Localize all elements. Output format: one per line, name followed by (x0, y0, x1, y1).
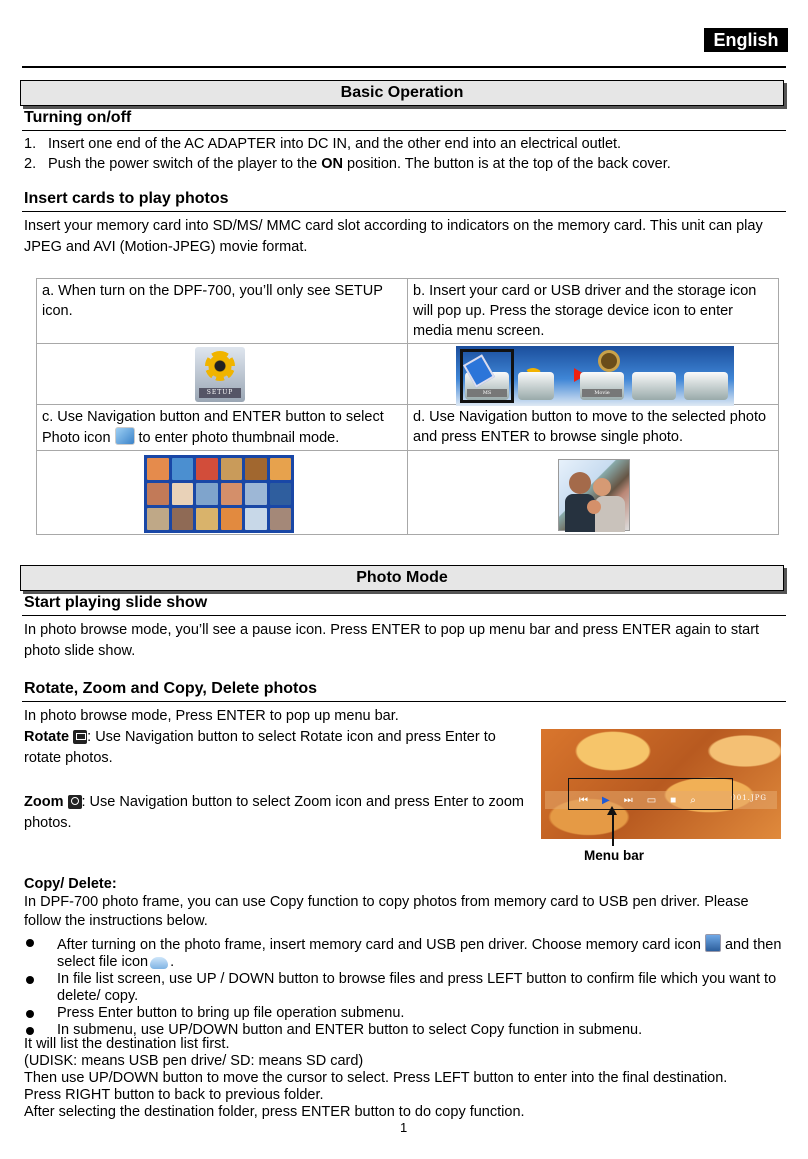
copy-delete-heading: Copy/ Delete: (24, 876, 117, 892)
cell-b: b. Insert your card or USB driver and the storage icon will pop up. Press the storage device icon to enter media menu screen. (408, 279, 779, 344)
rotate-icon (73, 730, 87, 744)
movie-icon: Movie (580, 372, 624, 400)
memory-card-icon (705, 934, 721, 952)
thumbnail (245, 483, 267, 505)
insert-cards-body: Insert your memory card into SD/MS/ MMC card slot according to indicators on the memory card. This unit can play JPEG and AVI (Motion-JPEG) movie format. (24, 218, 763, 255)
bullet-item: In submenu, use UP/DOWN button and ENTER button to select Copy function in submenu. (24, 1022, 788, 1039)
zoom-icon (68, 795, 82, 809)
cell-single-photo-image (408, 451, 779, 535)
rotate-description: Rotate : Use Navigation button to select Rotate icon and press Enter to rotate photos. (24, 729, 496, 766)
menu-bar-caption: Menu bar (584, 848, 645, 863)
turning-on-steps (24, 134, 788, 174)
heading-rule (22, 130, 786, 131)
setup-icon (195, 347, 245, 402)
heading-rule (22, 615, 786, 616)
thumbnail (196, 483, 218, 505)
thumbnail (147, 458, 169, 480)
photo-storage-icon (632, 372, 676, 400)
thumbnail (221, 483, 243, 505)
heading-slide-show: Start playing slide show (24, 594, 208, 611)
film-reel-icon (598, 350, 620, 372)
steps-table (36, 278, 779, 535)
heading-turning-on-off: Turning on/off (24, 109, 132, 126)
detail-line: (UDISK: means USB pen drive/ SD: means SD card) (24, 1053, 364, 1069)
bullet-item: After turning on the photo frame, insert memory card and USB pen driver. Choose memory card icon and then select file icon . (24, 934, 788, 971)
music-storage-icon (684, 372, 728, 400)
thumbnail (172, 458, 194, 480)
step-item: 1. Insert one end of the AC ADAPTER into DC IN, and the other end into an electrical outlet. (24, 136, 622, 152)
copy-delete-bullets (24, 934, 788, 1039)
header-rule (22, 66, 786, 68)
cell-storage-image (408, 344, 779, 405)
thumbnail (270, 508, 292, 530)
thumbnail (245, 508, 267, 530)
thumbnail (270, 458, 292, 480)
setup-base-icon (518, 372, 554, 400)
thumbnail (172, 483, 194, 505)
thumbnail (196, 508, 218, 530)
heading-rule (22, 701, 786, 702)
thumbnail (147, 508, 169, 530)
section-title-photo-mode: Photo Mode (20, 565, 784, 591)
cell-c: c. Use Navigation button and ENTER button to select Photo icon to enter photo thumbnail mode. (37, 405, 408, 451)
bullet-item: Press Enter button to bring up file operation submenu. (24, 1005, 788, 1022)
single-photo (558, 459, 630, 531)
setup-label: SETUP (199, 388, 241, 398)
cell-d: d. Use Navigation button to move to the selected photo and press ENTER to browse single photo. (408, 405, 779, 451)
cell-setup-image (37, 344, 408, 405)
detail-line: After selecting the destination folder, press ENTER button to do copy function. (24, 1104, 525, 1120)
heading-rotate-zoom: Rotate, Zoom and Copy, Delete photos (24, 680, 318, 697)
copy-delete-details (24, 1036, 788, 1121)
memory-card-icon: MS (465, 372, 509, 400)
copy-delete-intro: In DPF-700 photo frame, you can use Copy function to copy photos from memory card to USB pen driver. Please follow the instructions below. (24, 894, 749, 929)
pointer-arrow-icon (607, 806, 617, 815)
menu-bar-highlight (568, 778, 733, 810)
file-icon (150, 957, 168, 969)
thumbnail (245, 458, 267, 480)
heading-insert-cards: Insert cards to play photos (24, 190, 229, 207)
previous-icon: ⏮ (579, 794, 588, 806)
menu-bar-preview (541, 729, 781, 839)
thumbnail (147, 483, 169, 505)
detail-line: Press RIGHT button to back to previous folder. (24, 1087, 324, 1103)
detail-line: Then use UP/DOWN button to move the cursor to select. Press LEFT button to enter into the final destination. (24, 1070, 728, 1086)
cell-thumbnail-image (37, 451, 408, 535)
step-item: 2. Push the power switch of the player to the ON position. The button is at the top of the back cover. (24, 156, 671, 172)
rotate-zoom-intro: In photo browse mode, Press ENTER to pop up menu bar. (24, 708, 399, 724)
thumbnail (196, 458, 218, 480)
thumbnail (221, 458, 243, 480)
stop-icon: ■ (670, 794, 677, 806)
heading-rule (22, 211, 786, 212)
zoom-description: Zoom : Use Navigation button to select Zoom icon and press Enter to zoom photos. (24, 794, 524, 831)
photo-icon (115, 427, 135, 445)
language-badge: English (704, 28, 788, 52)
pointer-line (612, 810, 614, 846)
gear-icon (205, 351, 235, 381)
file-name: 001.JPG (731, 794, 767, 802)
storage-menu-strip (456, 346, 734, 406)
section-title-basic-operation: Basic Operation (20, 80, 784, 106)
cell-a: a. When turn on the DPF-700, you’ll only see SETUP icon. (37, 279, 408, 344)
page-number: 1 (400, 1120, 408, 1135)
thumbnail (270, 483, 292, 505)
thumbnail (172, 508, 194, 530)
slide-show-body: In photo browse mode, you’ll see a pause icon. Press ENTER to pop up menu bar and press ENTER again to start photo slide show. (24, 622, 760, 659)
detail-line: It will list the destination list first. (24, 1036, 230, 1052)
thumbnail (221, 508, 243, 530)
zoom-menu-icon: ⌕ (690, 794, 696, 806)
next-icon: ⏭ (623, 794, 633, 806)
bullet-item: In file list screen, use UP / DOWN button to browse files and press LEFT button to confirm file which you want to delete/ copy. (24, 971, 788, 1005)
play-icon: ▶ (602, 794, 610, 806)
photo-thumbnail-grid (144, 455, 294, 533)
rotate-menu-icon: ▭ (646, 794, 657, 806)
